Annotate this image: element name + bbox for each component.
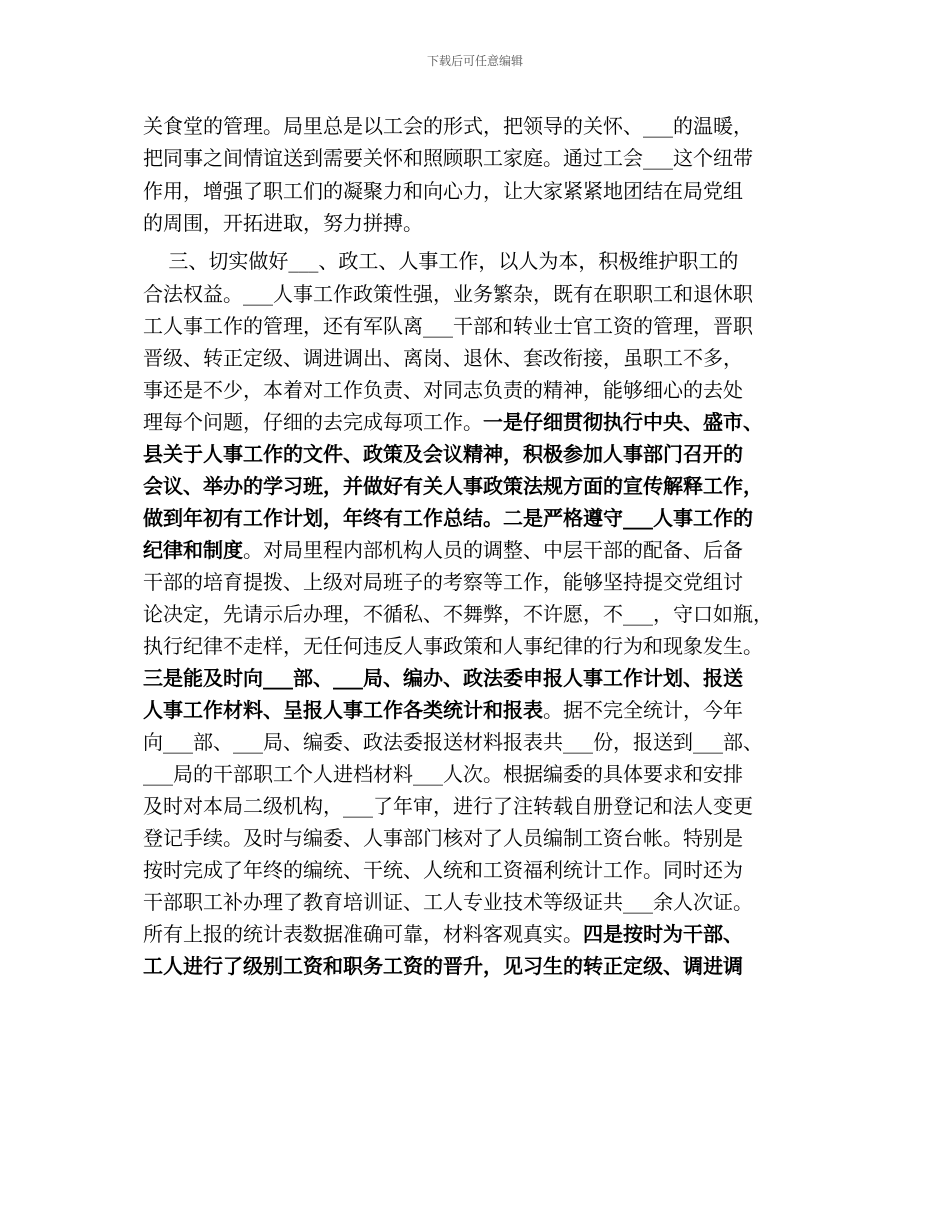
bold-text: 工人进行了级别工资和职务工资的晋升，见习生的转正定级、调进调: [143, 954, 743, 978]
text-segment: 事还是不少，本着对工作负责、对同志负责的精神，能够细心的去处: [143, 378, 743, 402]
text-segment: 理每个问题，仔细的去完成每项工作。: [143, 410, 483, 434]
text-line: [143, 664, 823, 692]
page-header: 下载后可任意编辑: [426, 54, 523, 68]
text-segment: 论决定，先请示后办理，不循私、不舞弊，不许愿，不___，守口如瓶，: [143, 602, 773, 626]
text-line: [143, 112, 823, 140]
text-segment: 合法权益。___人事工作政策性强，业务繁杂，既有在职职工和退休职: [143, 282, 753, 306]
bold-text: 会议、举办的学习班，并做好有关人事政策法规方面的宣传解释工作，: [143, 474, 763, 498]
text-line: [143, 209, 823, 237]
text-line: [143, 440, 823, 468]
bold-text: 人事工作材料、呈报人事工作各类统计和报表: [143, 698, 543, 722]
text-segment: 向___部、___局、编委、政法委报送材料报表共___份，报送到___部、: [143, 730, 763, 754]
text-line: [143, 144, 823, 172]
text-line: [143, 312, 823, 340]
text-line: [143, 177, 823, 205]
text-segment: 及时对本局二级机构，___了年审，进行了注转载自册登记和法人变更: [143, 794, 753, 818]
text-segment: 晋级、转正定级、调进调出、离岗、退休、套改衔接，虽职工不多，: [143, 346, 743, 370]
text-segment: 登记手续。及时与编委、人事部门核对了人员编制工资台帐。特别是: [143, 826, 743, 850]
bold-text: 四是按时为干部、: [583, 922, 743, 946]
bold-text: 做到年初有工作计划，年终有工作总结。二是严格遵守___人事工作的: [143, 506, 753, 530]
text-line: [143, 760, 823, 788]
text-segment: 工人事工作的管理，还有军队离___干部和转业士官工资的管理，晋职: [143, 314, 753, 338]
text-line: [143, 376, 823, 404]
text-line: [143, 408, 823, 436]
text-line: [143, 472, 823, 500]
text-line: [143, 600, 823, 628]
text-segment: ___局的干部职工个人进档材料___人次。根据编委的具体要求和安排: [143, 762, 743, 786]
bold-text: 纪律和制度: [143, 538, 243, 562]
text-line: [143, 696, 823, 724]
text-line: [143, 952, 823, 980]
text-line: [143, 536, 823, 564]
text-line: [143, 280, 823, 308]
text-segment: 按时完成了年终的编统、干统、人统和工资福利统计工作。同时还为: [143, 858, 743, 882]
text-line: [143, 632, 823, 660]
text-segment: 把同事之间情谊送到需要关怀和照顾职工家庭。通过工会___这个纽带: [143, 146, 753, 170]
bold-text: 县关于人事工作的文件、政策及会议精神，积极参加人事部门召开的: [143, 442, 743, 466]
text-segment: 作用，增强了职工们的凝聚力和向心力，让大家紧紧地团结在局党组: [143, 179, 743, 203]
text-segment: 三、切实做好___、政工、人事工作，以人为本，积极维护职工的: [143, 249, 739, 273]
text-segment: 。据不完全统计，今年: [543, 698, 743, 722]
text-segment: 关食堂的管理。局里总是以工会的形式，把领导的关怀、___的温暖，: [143, 114, 753, 138]
bold-text: 一是仔细贯彻执行中央、盛市、: [483, 410, 763, 434]
text-segment: 执行纪律不走样，无任何违反人事政策和人事纪律的行为和现象发生。: [143, 634, 763, 658]
text-line: [143, 344, 823, 372]
text-segment: 所有上报的统计表数据准确可靠，材料客观真实。: [143, 922, 583, 946]
text-line: [143, 247, 823, 275]
text-line: [143, 920, 823, 948]
text-line: [143, 792, 823, 820]
text-line: [143, 568, 823, 596]
bold-text: 三是能及时向___部、___局、编办、政法委申报人事工作计划、报送: [143, 666, 743, 690]
text-line: [143, 856, 823, 884]
text-line: [143, 824, 823, 852]
text-segment: 的周围，开拓进取，努力拼搏。: [143, 211, 423, 235]
text-segment: 干部的培育提拨、上级对局班子的考察等工作，能够坚持提交党组讨: [143, 570, 743, 594]
text-line: [143, 728, 823, 756]
text-segment: 干部职工补办理了教育培训证、工人专业技术等级证共___余人次证。: [143, 890, 753, 914]
text-segment: 。对局里程内部机构人员的调整、中层干部的配备、后备: [243, 538, 743, 562]
text-line: [143, 888, 823, 916]
text-line: [143, 504, 823, 532]
